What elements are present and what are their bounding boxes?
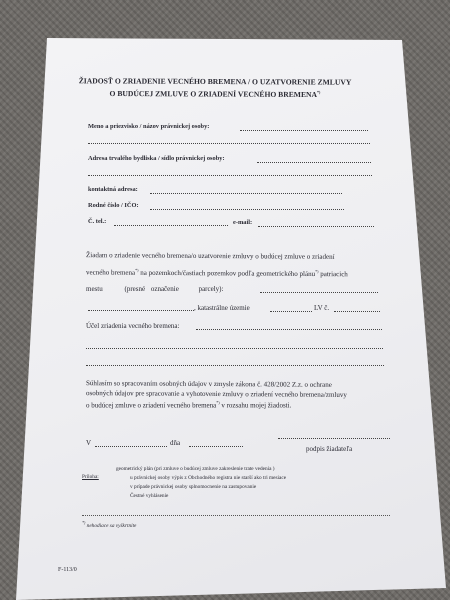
attachment-item-3: v prípade právnickej osoby splnomocnenie na zastupovanie xyxy=(130,484,257,490)
id-field[interactable] xyxy=(150,209,344,210)
contact-label: kontaktná adresa: xyxy=(88,186,138,193)
cadastre-label: , katastrálne územie xyxy=(194,304,250,312)
name-field[interactable] xyxy=(240,130,368,131)
phone-field[interactable] xyxy=(114,225,228,226)
title-line-2: O BUDÚCEJ ZMLUVE O ZRIADENÍ VECNÉHO BREMENA*) xyxy=(109,88,321,100)
attachments-label: Príloha: xyxy=(82,474,99,480)
place-field[interactable] xyxy=(95,446,167,447)
lv-label: LV č. xyxy=(314,304,330,312)
title-footnote-mark: *) xyxy=(317,89,321,95)
purpose-label: Účel zriadenia vecného bremena: xyxy=(86,322,180,330)
footnote-divider xyxy=(82,515,390,516)
footnote: *) nehodiace sa vyškrtnite xyxy=(82,520,137,529)
consent-line-3: o budúcej zmluve o zriadení vecného bremena*) v rozsahu mojej žiadosti. xyxy=(86,400,292,410)
address-field[interactable] xyxy=(257,162,371,163)
purpose-field-line-3[interactable] xyxy=(86,365,384,366)
attachment-item-2: u právnickej osoby výpis z Obchodného registra nie starší ako tri mesiace xyxy=(130,475,287,481)
address-label: Adresa trvalého bydliska / sídlo právnickej osoby: xyxy=(88,155,225,162)
purpose-field-line-2[interactable] xyxy=(86,348,383,349)
parcel-field[interactable] xyxy=(260,292,378,293)
signature-label: podpis žiadateľa xyxy=(306,445,353,453)
lv-field[interactable] xyxy=(334,311,380,312)
attachment-item-1: geometrický plán (pri zmluve o budúcej zmluve zakreslenie trate vedenia ) xyxy=(116,466,275,472)
signature-field[interactable] xyxy=(278,438,390,439)
consent-line-2: osobných údajov pre spracovanie a vyhotovenie zmluvy o zriadení vecného bremena/zmluvy xyxy=(85,389,347,399)
name-field-line-2[interactable] xyxy=(88,143,370,144)
form-code: F-113/0 xyxy=(58,567,77,573)
consent-line-1: Súhlasím so spracovaním osobných údajov v zmysle zákona č. 428/2002 Z.z. o ochrane xyxy=(85,379,332,389)
date-field[interactable] xyxy=(189,446,243,447)
place-label: V xyxy=(86,439,92,447)
address-field-line-2[interactable] xyxy=(88,175,372,176)
date-label: dňa xyxy=(170,439,181,447)
form-title xyxy=(55,76,375,100)
request-line-1: Žiadam o zriadenie vecného bremena/o uzatvorenie zmluvy o budúcej zmluve o zriadení xyxy=(85,251,335,261)
request-line-2: vecného bremena*) na pozemkoch/častiach pozemkov podľa geometrického plánu*) patriacich xyxy=(85,267,348,279)
parcel-field-line-2[interactable] xyxy=(88,310,194,311)
attachment-item-4: Čestné vyhlásenie xyxy=(130,493,169,499)
cadastre-field[interactable] xyxy=(270,311,312,312)
phone-label: Č. tel.: xyxy=(88,218,107,225)
request-line-3: mestu (presné označenie parcely): xyxy=(86,285,224,293)
email-label: e-mail: xyxy=(233,219,253,226)
purpose-field[interactable] xyxy=(196,329,382,330)
title-line-1: ŽIADOSŤ O ZRIADENIE VECNÉHO BREMENA / O UZATVORENIE ZMLUVY xyxy=(78,76,352,87)
name-label: Meno a priezvisko / názov právnickej osoby: xyxy=(88,123,210,130)
contact-field[interactable] xyxy=(150,193,342,194)
email-field[interactable] xyxy=(258,226,374,227)
id-label: Rodné číslo / IČO: xyxy=(88,202,139,209)
